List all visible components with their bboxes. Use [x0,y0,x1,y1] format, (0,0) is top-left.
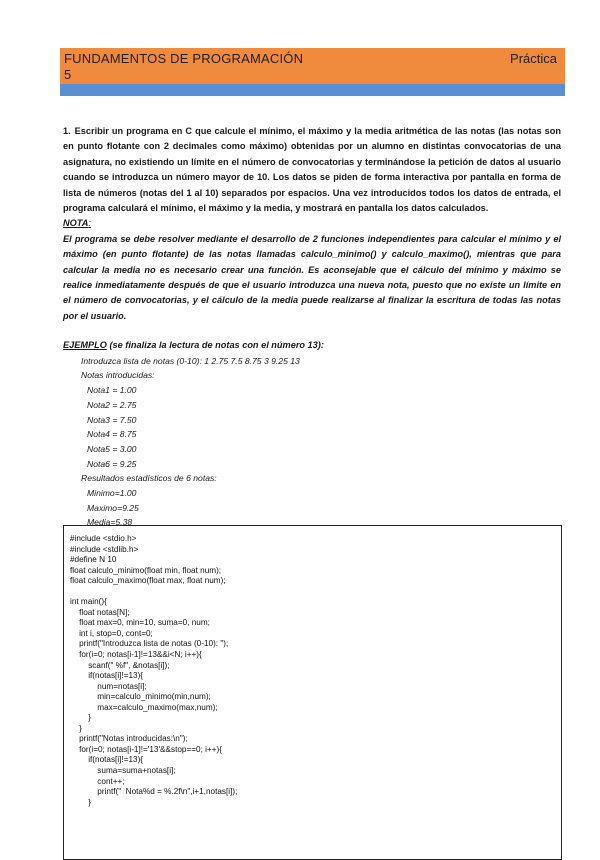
code-line: scanf(" %f", &notas[i]); [70,660,170,670]
code-line: float calculo_minimo(float min, float num); [70,565,222,575]
example-line: Nota1 = 1.00 [87,385,137,396]
example-line: Nota6 = 9.25 [87,458,137,469]
example-output [63,354,561,530]
code-line: max=calculo_maximo(max,num); [70,702,218,712]
example-line: Notas introducidas: [81,370,155,381]
code-line: float calculo_maximo(float max, float num); [70,576,226,586]
example-line: Nota5 = 3.00 [87,443,137,454]
code-line: suma=suma+notas[i]; [70,766,176,776]
code-line: int main(){ [70,597,107,607]
code-line: min=calculo_minimo(min,num); [70,692,211,702]
code-line: cont++; [70,776,125,786]
code-line: if(notas[i]!=13){ [70,671,144,681]
note-heading-colon: : [88,218,91,229]
code-line: for(i=0; notas[i-1]!=13&&i<N; i++){ [70,650,202,660]
code-line: printf("Introduzca lista de notas (0-10): "); [70,639,229,649]
course-title: FUNDAMENTOS DE PROGRAMACIÓN [64,51,304,66]
example-heading-rest: (se finaliza la lectura de notas con el número 13): [106,340,324,351]
example-label: EJEMPLO [63,340,107,351]
header-band [60,48,565,84]
example-line: Resultados estadísticos de 6 notas: [81,473,217,484]
example-line: Nota2 = 2.75 [87,399,137,410]
example-line: Nota3 = 7.50 [87,414,137,425]
code-listing [70,534,237,808]
code-line [70,587,237,598]
exercise-number: 1. [63,126,71,136]
example-line: Introduzca lista de notas (0-10): 1 2.75 7.5 8.75 3 9.25 13 [81,355,300,366]
code-line: for(i=0; notas[i-1]!='13'&&stop==0; i++){ [70,744,222,754]
code-line: if(notas[i]!=13){ [70,755,144,765]
code-line: printf(" Nota%d = %.2f\n",i+1,notas[i]); [70,787,238,797]
code-line: float max=0, min=10, suma=0, num; [70,618,210,628]
code-line: float notas[N]; [70,607,130,617]
code-listing-box [63,525,562,860]
example-line: Maximo=9.25 [87,502,139,513]
code-line: } [70,713,91,723]
code-line: #include <stdio.h> [70,534,137,543]
code-line: } [70,723,82,733]
practice-number: 5 [64,67,72,82]
example-heading [63,338,561,353]
code-line: num=notas[i]; [70,681,147,691]
practice-label: Práctica [510,51,557,66]
example-line: Minimo=1.00 [87,488,137,499]
code-line: int i, stop=0, cont=0; [70,628,153,638]
code-line: #include <stdlib.h> [70,544,139,554]
note-heading-label: NOTA [63,218,89,229]
example-line: Nota4 = 8.75 [87,429,137,440]
header-underline-bar [60,84,565,96]
note-heading [63,216,561,231]
exercise-statement [63,124,561,216]
document-body [63,124,561,530]
exercise-text: Escribir un programa en C que calcule el mínimo, el máximo y la media aritmética de las notas (las notas son en punto flotante con 2 decimales como máximo) obtenidas por un alumno en distintas convocatorias de una asignatura, no existiendo un límite en el número de convocatorias y terminándose la petición de datos al usuario cuando se introduzca un número mayor de 10. Los datos se piden de forma interactiva por pantalla en forma de lista de números (notas del 1 al 10) separados por espacios. Una vez introducidos todos los datos de entrada, el programa calculará el mínimo, el máximo y la media, y mostrará en pantalla los datos calculados. [63,126,561,214]
code-line: } [70,797,91,807]
code-line: #define N 10 [70,555,117,565]
example-line: Media=5.38 [87,517,133,528]
code-line: printf("Notas introducidas:\n"); [70,734,188,744]
note-text: El programa se debe resolver mediante el desarrollo de 2 funciones independientes para calcular el mínimo y el máximo (en punto flotante) de las notas llamadas calculo_minimo() y calculo_maximo(), mientras que para calcular la media no es necesario crear una función. Es aconsejable que el cálculo del mínimo y máximo se realice inmediatamente después de que el usuario introduzca una nueva nota, puesto que no existe un límite en el número de convocatorias, y el cálculo de la media puede realizarse al finalizar la escritura de todas las notas por el usuario. [63,233,561,321]
